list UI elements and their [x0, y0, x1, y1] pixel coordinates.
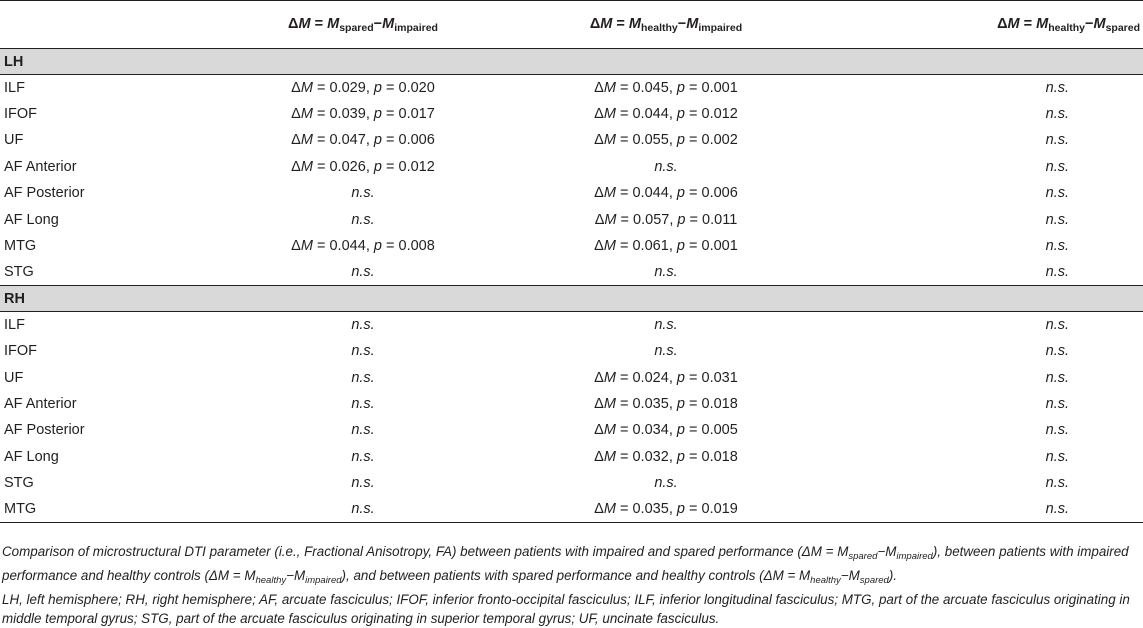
- spared-vs-impaired-cell-text: ΔM = 0.039, p = 0.017: [291, 106, 435, 123]
- table-row: [0, 101, 1143, 127]
- tract-name: [0, 338, 230, 364]
- healthy-vs-spared-cell-text: n.s.: [1045, 369, 1069, 386]
- tract-name: [0, 312, 230, 338]
- healthy-vs-spared-cell-text: n.s.: [1045, 238, 1069, 255]
- healthy-vs-spared-cell-text: n.s.: [1045, 501, 1069, 518]
- tract-name-text: UF: [4, 369, 24, 386]
- healthy-vs-spared-cell: [836, 259, 1143, 285]
- healthy-vs-spared-cell-text: n.s.: [1045, 158, 1069, 175]
- footnote-abbreviations: LH, left hemisphere; RH, right hemisphere; AF, arcuate fasciculus; IFOF, inferior fronto-occipital fasciculus; ILF, inferior longitudinal fasciculus; MTG, part of the arcuate fasciculus originating in middle temporal gyrus; STG, part of the arcuate fasciculus originating in superior temporal gyrus; UF, uncinate fasciculus.: [2, 592, 1130, 626]
- tract-name: [0, 127, 230, 153]
- spared-vs-impaired-cell-text: n.s.: [351, 395, 375, 412]
- healthy-vs-spared-cell: [836, 391, 1143, 417]
- spared-vs-impaired-cell: [230, 127, 496, 153]
- tract-name-text: AF Posterior: [4, 422, 85, 439]
- tract-name: [0, 417, 230, 443]
- healthy-vs-impaired-cell: [496, 338, 836, 364]
- tract-name-text: AF Long: [4, 448, 59, 465]
- tract-name-text: STG: [4, 475, 34, 492]
- healthy-vs-spared-cell-text: n.s.: [1045, 422, 1069, 439]
- healthy-vs-impaired-cell: [496, 233, 836, 259]
- spared-vs-impaired-cell-text: n.s.: [351, 317, 375, 334]
- table-row: [0, 75, 1143, 101]
- header-healthy-vs-spared: [836, 1, 1143, 49]
- table-row: [0, 391, 1143, 417]
- spared-vs-impaired-cell-text: n.s.: [351, 343, 375, 360]
- spared-vs-impaired-cell-text: ΔM = 0.029, p = 0.020: [291, 79, 435, 96]
- tract-name-text: AF Posterior: [4, 185, 85, 202]
- spared-vs-impaired-cell: [230, 496, 496, 522]
- healthy-vs-impaired-cell: [496, 101, 836, 127]
- spared-vs-impaired-cell-text: n.s.: [351, 501, 375, 518]
- header-tract: [0, 1, 230, 49]
- healthy-vs-spared-cell: [836, 101, 1143, 127]
- table-body: [0, 49, 1143, 523]
- spared-vs-impaired-cell-text: n.s.: [351, 264, 375, 281]
- header-formula: $\Delta M = M_{spared}-M_{impaired}$: [288, 15, 438, 34]
- tract-name: [0, 233, 230, 259]
- tract-name-text: AF Anterior: [4, 158, 77, 175]
- tract-name-text: MTG: [4, 238, 37, 255]
- header-spared-vs-impaired: [230, 1, 496, 49]
- tract-name: [0, 206, 230, 232]
- healthy-vs-impaired-cell: [496, 127, 836, 153]
- healthy-vs-impaired-cell-text: ΔM = 0.045, p = 0.001: [594, 79, 738, 96]
- healthy-vs-spared-cell: [836, 206, 1143, 232]
- spared-vs-impaired-cell: [230, 233, 496, 259]
- tract-name: [0, 75, 230, 101]
- spared-vs-impaired-cell-text: n.s.: [351, 185, 375, 202]
- header-formula: $\Delta M = M_{healthy}-M_{spared}$: [997, 15, 1140, 34]
- table-row: [0, 312, 1143, 338]
- healthy-vs-spared-cell: [836, 417, 1143, 443]
- spared-vs-impaired-cell-text: n.s.: [351, 448, 375, 465]
- table-row: [0, 127, 1143, 153]
- healthy-vs-impaired-cell-text: ΔM = 0.044, p = 0.012: [594, 106, 738, 123]
- healthy-vs-impaired-cell: [496, 312, 836, 338]
- tract-name-text: ILF: [4, 79, 25, 96]
- healthy-vs-spared-cell-text: n.s.: [1045, 211, 1069, 228]
- healthy-vs-impaired-cell-text: n.s.: [654, 264, 678, 281]
- healthy-vs-spared-cell: [836, 470, 1143, 496]
- healthy-vs-spared-cell: [836, 496, 1143, 522]
- tract-name: [0, 180, 230, 206]
- healthy-vs-impaired-cell-text: ΔM = 0.035, p = 0.018: [594, 395, 738, 412]
- tract-name-text: IFOF: [4, 106, 38, 123]
- healthy-vs-impaired-cell-text: ΔM = 0.024, p = 0.031: [594, 369, 738, 386]
- healthy-vs-impaired-cell: [496, 444, 836, 470]
- table-row: [0, 233, 1143, 259]
- header-formula: $\Delta M = M_{healthy}-M_{impaired}$: [589, 15, 743, 34]
- tract-name: [0, 101, 230, 127]
- healthy-vs-impaired-cell-text: ΔM = 0.032, p = 0.018: [594, 448, 738, 465]
- healthy-vs-spared-cell-text: n.s.: [1045, 79, 1069, 96]
- table-row: [0, 444, 1143, 470]
- healthy-vs-impaired-cell: [496, 364, 836, 390]
- healthy-vs-impaired-cell: [496, 180, 836, 206]
- spared-vs-impaired-cell: [230, 180, 496, 206]
- healthy-vs-spared-cell-text: n.s.: [1045, 317, 1069, 334]
- healthy-vs-spared-cell-text: n.s.: [1045, 264, 1069, 281]
- spared-vs-impaired-cell: [230, 444, 496, 470]
- table-row: [0, 338, 1143, 364]
- table-row: [0, 417, 1143, 443]
- tract-name: [0, 444, 230, 470]
- section-row-rh: [0, 286, 1143, 312]
- tract-name-text: MTG: [4, 501, 37, 518]
- table-row: [0, 180, 1143, 206]
- tract-name-text: ILF: [4, 317, 25, 334]
- tract-name-text: IFOF: [4, 343, 38, 360]
- healthy-vs-impaired-cell-text: ΔM = 0.035, p = 0.019: [594, 501, 738, 518]
- tract-name: [0, 470, 230, 496]
- spared-vs-impaired-cell: [230, 75, 496, 101]
- tract-name: [0, 364, 230, 390]
- healthy-vs-impaired-cell: [496, 417, 836, 443]
- healthy-vs-spared-cell-text: n.s.: [1045, 106, 1069, 123]
- healthy-vs-spared-cell-text: n.s.: [1045, 395, 1069, 412]
- healthy-vs-impaired-cell: [496, 259, 836, 285]
- table-header: [0, 1, 1143, 49]
- tract-name: [0, 154, 230, 180]
- healthy-vs-spared-cell-text: n.s.: [1045, 185, 1069, 202]
- healthy-vs-spared-cell-text: n.s.: [1045, 343, 1069, 360]
- spared-vs-impaired-cell-text: n.s.: [351, 211, 375, 228]
- table-footnotes: [2, 542, 1142, 628]
- spared-vs-impaired-cell-text: n.s.: [351, 475, 375, 492]
- spared-vs-impaired-cell: [230, 417, 496, 443]
- spared-vs-impaired-cell: [230, 338, 496, 364]
- healthy-vs-impaired-cell: [496, 391, 836, 417]
- healthy-vs-spared-cell: [836, 312, 1143, 338]
- tract-name-text: AF Long: [4, 211, 59, 228]
- spared-vs-impaired-cell-text: ΔM = 0.047, p = 0.006: [291, 132, 435, 149]
- spared-vs-impaired-cell: [230, 470, 496, 496]
- spared-vs-impaired-cell-text: ΔM = 0.026, p = 0.012: [291, 158, 435, 175]
- healthy-vs-spared-cell: [836, 364, 1143, 390]
- healthy-vs-impaired-cell-text: ΔM = 0.055, p = 0.002: [594, 132, 738, 149]
- spared-vs-impaired-cell-text: ΔM = 0.044, p = 0.008: [291, 238, 435, 255]
- healthy-vs-spared-cell-text: n.s.: [1045, 132, 1069, 149]
- tract-name: [0, 391, 230, 417]
- healthy-vs-spared-cell: [836, 127, 1143, 153]
- spared-vs-impaired-cell: [230, 101, 496, 127]
- tract-name-text: AF Anterior: [4, 395, 77, 412]
- healthy-vs-spared-cell: [836, 444, 1143, 470]
- spared-vs-impaired-cell: [230, 206, 496, 232]
- healthy-vs-impaired-cell-text: ΔM = 0.034, p = 0.005: [594, 422, 738, 439]
- healthy-vs-spared-cell: [836, 338, 1143, 364]
- healthy-vs-spared-cell-text: n.s.: [1045, 448, 1069, 465]
- healthy-vs-impaired-cell: [496, 206, 836, 232]
- section-label: LH: [0, 49, 1143, 75]
- spared-vs-impaired-cell: [230, 312, 496, 338]
- section-label: RH: [0, 286, 1143, 312]
- healthy-vs-spared-cell-text: n.s.: [1045, 475, 1069, 492]
- spared-vs-impaired-cell: [230, 259, 496, 285]
- tract-name: [0, 259, 230, 285]
- spared-vs-impaired-cell-text: n.s.: [351, 422, 375, 439]
- section-row-lh: [0, 49, 1143, 75]
- healthy-vs-impaired-cell-text: ΔM = 0.061, p = 0.001: [594, 238, 738, 255]
- table-row: [0, 364, 1143, 390]
- healthy-vs-impaired-cell: [496, 470, 836, 496]
- table-row: [0, 470, 1143, 496]
- healthy-vs-impaired-cell-text: n.s.: [654, 475, 678, 492]
- healthy-vs-impaired-cell-text: n.s.: [654, 343, 678, 360]
- healthy-vs-impaired-cell-text: ΔM = 0.057, p = 0.011: [594, 211, 738, 228]
- table-row: [0, 154, 1143, 180]
- table-row: [0, 496, 1143, 522]
- header-healthy-vs-impaired: [496, 1, 836, 49]
- spared-vs-impaired-cell: [230, 391, 496, 417]
- healthy-vs-impaired-cell-text: n.s.: [654, 317, 678, 334]
- healthy-vs-impaired-cell-text: n.s.: [654, 158, 678, 175]
- healthy-vs-impaired-cell-text: ΔM = 0.044, p = 0.006: [594, 185, 738, 202]
- table-row: [0, 206, 1143, 232]
- healthy-vs-impaired-cell: [496, 496, 836, 522]
- table-row: [0, 259, 1143, 285]
- tract-name: [0, 496, 230, 522]
- healthy-vs-spared-cell: [836, 75, 1143, 101]
- healthy-vs-spared-cell: [836, 180, 1143, 206]
- healthy-vs-impaired-cell: [496, 75, 836, 101]
- tract-name-text: UF: [4, 132, 24, 149]
- healthy-vs-spared-cell: [836, 154, 1143, 180]
- healthy-vs-spared-cell: [836, 233, 1143, 259]
- spared-vs-impaired-cell-text: n.s.: [351, 369, 375, 386]
- footnote-comparison: Comparison of microstructural DTI parameter (i.e., Fractional Anisotropy, FA) between patients with impaired and spared performance $(\Delta M = M_{spared}-M_{impaired})$, between patients with impaired performance and healthy controls $(\Delta M = M_{healthy}-M_{impaired})$, and between patients with spared performance and healthy controls $(\Delta M = M_{healthy}-M_{spared})$.: [2, 544, 1129, 586]
- spared-vs-impaired-cell: [230, 364, 496, 390]
- healthy-vs-impaired-cell: [496, 154, 836, 180]
- tract-name-text: STG: [4, 264, 34, 281]
- spared-vs-impaired-cell: [230, 154, 496, 180]
- header-row: [0, 1, 1143, 49]
